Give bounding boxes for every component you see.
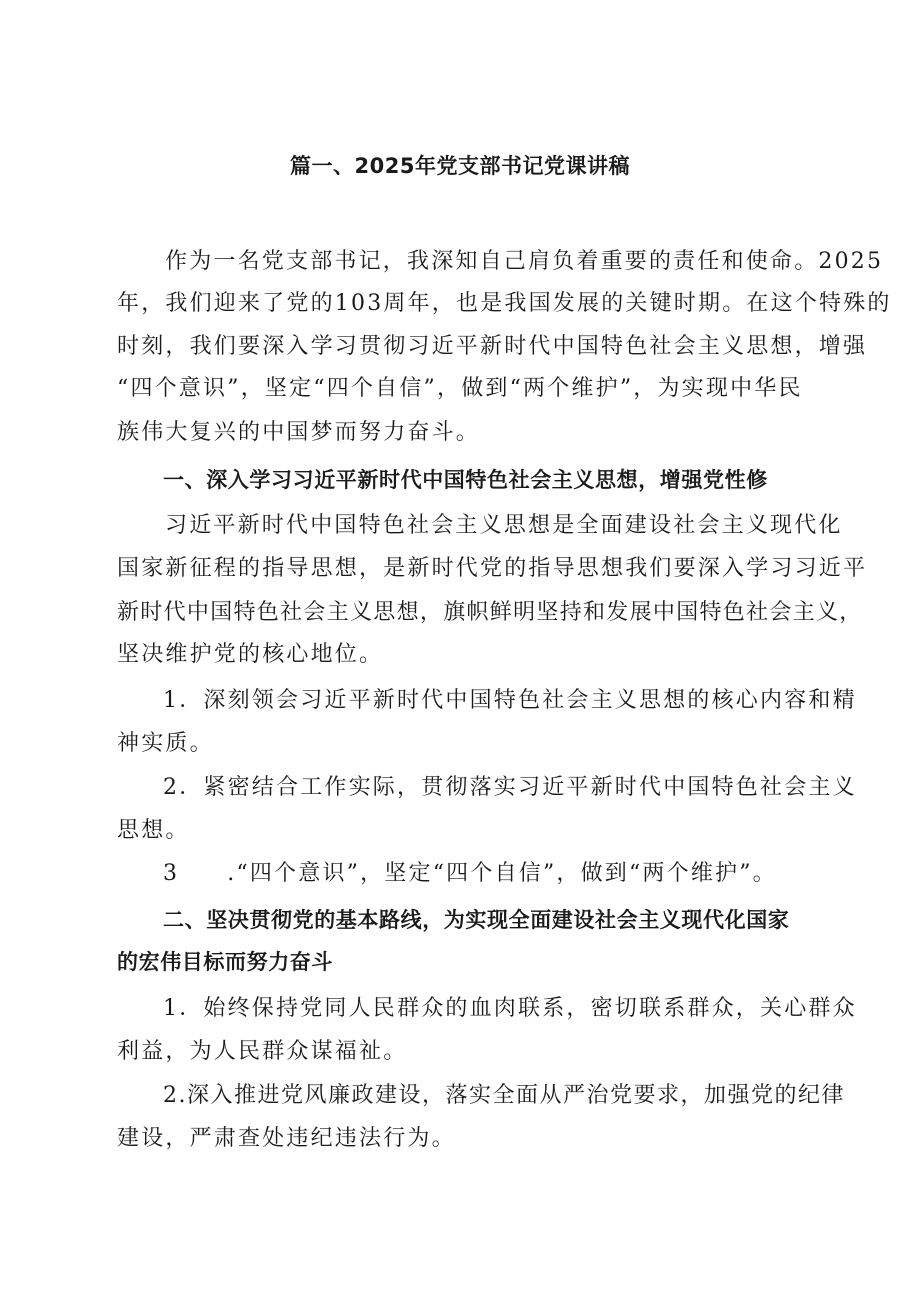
intro-line-3: 时刻，我们要深入学习贯彻习近平新时代中国特色社会主义思想，增强 xyxy=(117,334,868,359)
s1-item-3 xyxy=(163,859,777,889)
s1-item-2-line-1: 2．紧密结合工作实际，贯彻落实习近平新时代中国特色社会主义 xyxy=(163,775,857,800)
s2-item-2-line-2: 建设，严肃查处违纪违法行为。 xyxy=(117,1126,456,1151)
s1-item-2-line-2: 思想。 xyxy=(117,818,190,843)
section-1-heading: 一、深入学习习近平新时代中国特色社会主义思想，增强党性修 xyxy=(163,468,768,492)
s1-item-1-line-1: 1．深刻领会习近平新时代中国特色社会主义思想的核心内容和精 xyxy=(163,688,857,713)
section-1-line-2: 国家新征程的指导思想，是新时代党的指导思想我们要深入学习习近平 xyxy=(117,556,868,581)
section-2-heading-line-1: 二、坚决贯彻党的基本路线，为实现全面建设社会主义现代化国家 xyxy=(163,908,790,932)
s1-item-3-text: .“四个意识”，坚定“四个自信”，做到“两个维护”。 xyxy=(227,861,777,886)
section-2-heading-line-2: 的宏伟目标而努力奋斗 xyxy=(117,950,333,974)
intro-line-1: 作为一名党支部书记，我深知自己肩负着重要的责任和使命。2025 xyxy=(165,249,884,274)
s2-item-2-line-1: 2.深入推进党风廉政建设，落实全面从严治党要求，加强党的纪律 xyxy=(163,1083,845,1108)
intro-line-5: 族伟大复兴的中国梦而努力奋斗。 xyxy=(117,420,481,445)
section-1-line-1: 习近平新时代中国特色社会主义思想是全面建设社会主义现代化 xyxy=(165,513,843,538)
s2-item-1-line-1: 1．始终保持党同人民群众的血肉联系，密切联系群众，关心群众 xyxy=(163,996,857,1021)
section-1-line-4: 坚决维护党的核心地位。 xyxy=(117,642,384,667)
section-1-line-3: 新时代中国特色社会主义思想，旗帜鲜明坚持和发展中国特色社会主义， xyxy=(117,600,863,625)
document-title: 篇一、2025年党支部书记党课讲稿 xyxy=(290,154,630,178)
intro-line-4: “四个意识”，坚定“四个自信”，做到“两个维护”，为实现中华民 xyxy=(117,376,803,401)
s1-item-3-number: 3 xyxy=(163,861,180,886)
intro-line-2: 年，我们迎来了党的103周年，也是我国发展的关键时期。在这个特殊的 xyxy=(117,291,892,316)
s1-item-1-line-2: 神实质。 xyxy=(117,731,214,756)
s2-item-1-line-2: 利益，为人民群众谋福祉。 xyxy=(117,1039,408,1064)
